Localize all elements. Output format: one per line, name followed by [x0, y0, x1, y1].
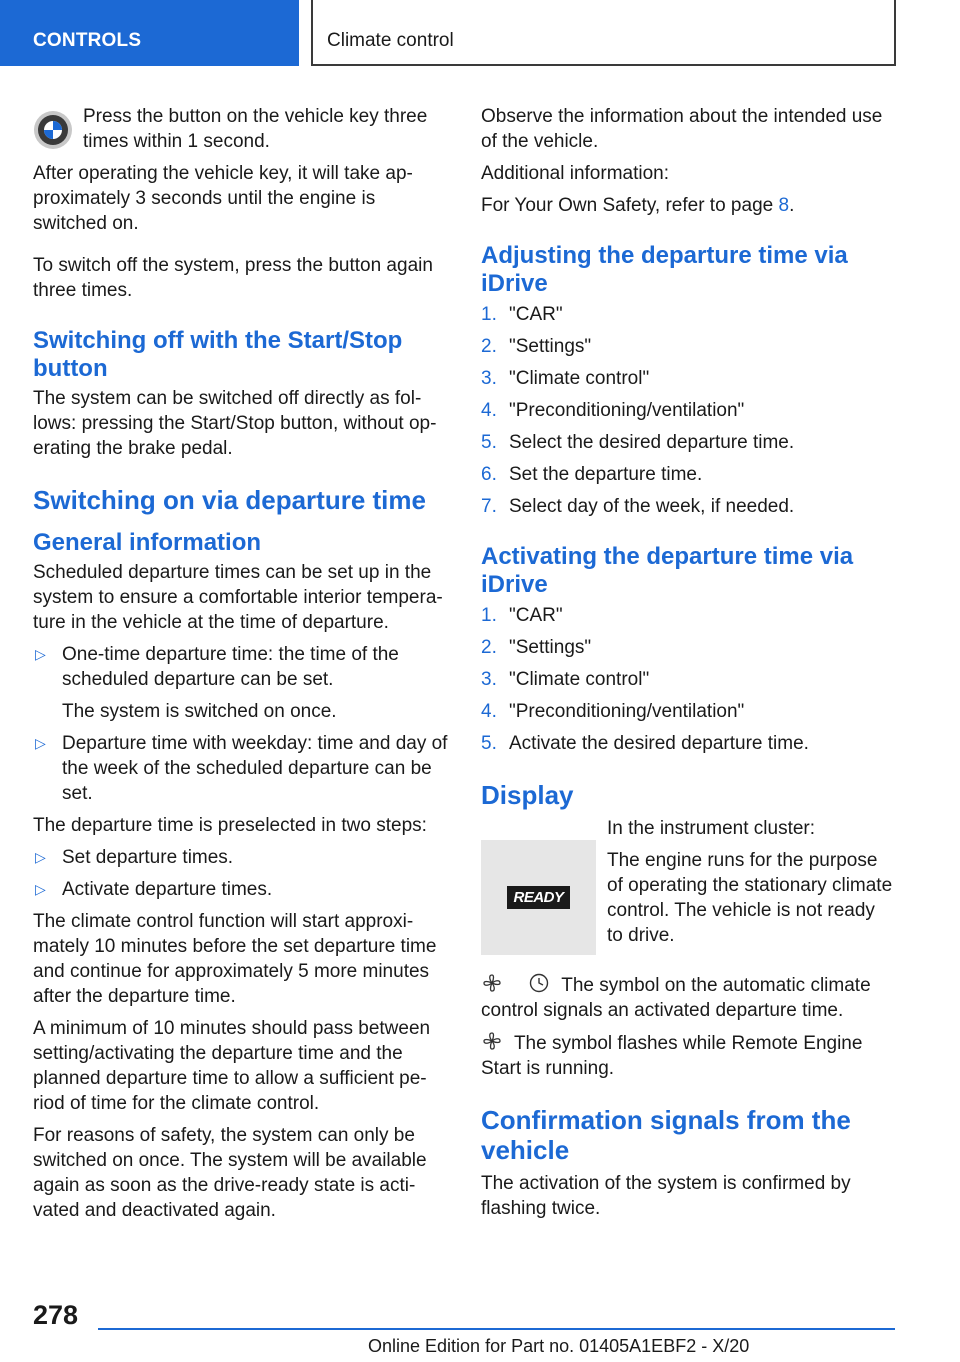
step-number: 5.	[481, 432, 497, 453]
list-item	[33, 642, 448, 724]
step-number: 4.	[481, 400, 497, 421]
minimum-time-paragraph: A minimum of 10 minutes should pass between setting/activating the departure time and the planned departure time to allow a sufficient period of time for the climate control.	[33, 1018, 431, 1114]
display-block	[481, 816, 896, 955]
step-text: "CAR"	[509, 304, 563, 325]
list-item-subtext: The system is switched on once.	[62, 701, 337, 722]
step-text: Set the departure time.	[509, 464, 703, 485]
key-instruction-row	[33, 104, 448, 154]
clock-icon	[528, 972, 550, 994]
list-item	[33, 845, 448, 870]
list-item	[481, 635, 896, 660]
list-item	[481, 667, 896, 692]
cluster-paragraph: In the instrument cluster:	[607, 818, 816, 839]
list-item	[481, 398, 896, 423]
step-text: "Preconditioning/ventilation"	[509, 400, 745, 421]
list-item	[33, 877, 448, 902]
step-text: "Climate control"	[509, 669, 650, 690]
step-text: "Preconditioning/ventilation"	[509, 701, 745, 722]
footer-divider	[98, 1328, 895, 1330]
symbol-text: The symbol on the automatic climate control signals an activated departure time.	[481, 975, 871, 1021]
confirmation-paragraph: The activation of the system is confirmed by flashing twice.	[481, 1173, 851, 1219]
step-text: Activate the desired departure time.	[509, 733, 809, 754]
step-number: 1.	[481, 605, 497, 626]
startstop-paragraph: The system can be switched off directly as follows: pressing the Start/Stop button, without operating the brake pedal.	[33, 388, 437, 459]
safety-reference-end: .	[789, 195, 795, 216]
right-column	[481, 104, 896, 1221]
page-link[interactable]: 8	[778, 195, 790, 216]
heading-adjusting: Adjusting the departure time via iDrive	[481, 242, 848, 297]
list-item	[481, 334, 896, 359]
heading-confirmation: Confirmation signals from the vehicle	[481, 1105, 851, 1165]
page-header	[0, 0, 960, 66]
flashes-text: The symbol flashes while Remote Engine Start is running.	[481, 1033, 863, 1079]
step-text: "CAR"	[509, 605, 563, 626]
list-item	[481, 462, 896, 487]
safety-paragraph: For reasons of safety, the system can only be switched on once. The system will be available again as soon as the drive-ready state is activated and deactivated again.	[33, 1125, 427, 1221]
safety-reference-paragraph	[481, 193, 896, 218]
step-number: 3.	[481, 669, 497, 690]
section-tab: CONTROLS	[0, 0, 299, 66]
triangle-bullet-icon: ▷	[35, 646, 46, 662]
general-info-paragraph: Scheduled departure times can be set up in the system to ensure a comfortable interior temperature in the vehicle at the time of departure.	[33, 562, 443, 633]
step-number: 3.	[481, 368, 497, 389]
triangle-bullet-icon: ▷	[35, 849, 46, 865]
vehicle-key-icon	[33, 110, 73, 150]
list-item-text: Activate departure times.	[62, 879, 273, 900]
list-item	[33, 731, 448, 806]
list-item	[481, 430, 896, 455]
activating-steps-list	[481, 603, 896, 756]
key-instruction-text: Press the button on the vehicle key three times within 1 second.	[83, 106, 428, 152]
fan-icon	[481, 972, 503, 994]
step-text: Select the desired departure time.	[509, 432, 795, 453]
safety-reference-text: For Your Own Safety, refer to page	[481, 195, 779, 216]
display-text	[607, 816, 896, 955]
step-text: "Climate control"	[509, 368, 650, 389]
list-item-text: Departure time with weekday: time and day of the week of the scheduled departure can be set.	[62, 733, 448, 804]
left-column	[33, 104, 448, 1223]
heading-display: Display	[481, 780, 574, 810]
list-item	[481, 731, 896, 756]
start-timing-paragraph: The climate control function will start approximately 10 minutes before the set departure time and continue for approximately 5 more minutes after the departure time.	[33, 911, 437, 1007]
step-number: 7.	[481, 496, 497, 517]
list-item	[481, 494, 896, 519]
ready-badge: READY	[507, 886, 569, 909]
step-text: "Settings"	[509, 336, 592, 357]
step-text: "Settings"	[509, 637, 592, 658]
list-item	[481, 699, 896, 724]
list-item-text: One-time departure time: the time of the scheduled departure can be set.	[62, 644, 399, 690]
heading-activating: Activating the departure time via iDrive	[481, 543, 854, 598]
step-number: 6.	[481, 464, 497, 485]
observe-paragraph: Observe the information about the intended use of the vehicle.	[481, 106, 883, 152]
after-key-paragraph: After operating the vehicle key, it will take approximately 3 seconds until the engine is switched on.	[33, 163, 413, 234]
departure-types-list	[33, 642, 448, 806]
additional-info-paragraph: Additional information:	[481, 163, 669, 184]
step-number: 2.	[481, 336, 497, 357]
step-number: 2.	[481, 637, 497, 658]
steps-bullet-list	[33, 845, 448, 902]
heading-departure-time: Switching on via departure time	[33, 485, 426, 515]
list-item	[481, 366, 896, 391]
triangle-bullet-icon: ▷	[35, 881, 46, 897]
page-number: 278	[33, 1300, 79, 1330]
triangle-bullet-icon: ▷	[35, 735, 46, 751]
preselect-paragraph: The departure time is preselected in two steps:	[33, 815, 427, 836]
list-item	[481, 302, 896, 327]
list-item-text: Set departure times.	[62, 847, 234, 868]
flashes-paragraph	[481, 1030, 896, 1081]
step-number: 4.	[481, 701, 497, 722]
symbol-paragraph	[481, 972, 896, 1023]
chapter-title: Climate control	[311, 0, 896, 66]
step-text: Select day of the week, if needed.	[509, 496, 795, 517]
step-number: 5.	[481, 733, 497, 754]
switch-off-paragraph: To switch off the system, press the button again three times.	[33, 255, 433, 301]
engine-runs-paragraph: The engine runs for the purpose of operating the stationary climate control. The vehicle is not ready to drive.	[607, 850, 893, 946]
heading-general-info: General information	[33, 529, 262, 556]
footer-edition: Online Edition for Part no. 01405A1EBF2 - X/20	[368, 1336, 750, 1356]
fan-icon	[481, 1030, 503, 1052]
step-number: 1.	[481, 304, 497, 325]
heading-startstop: Switching off with the Start/Stop button	[33, 327, 403, 382]
adjusting-steps-list	[481, 302, 896, 519]
ready-indicator-image	[481, 840, 596, 955]
list-item	[481, 603, 896, 628]
